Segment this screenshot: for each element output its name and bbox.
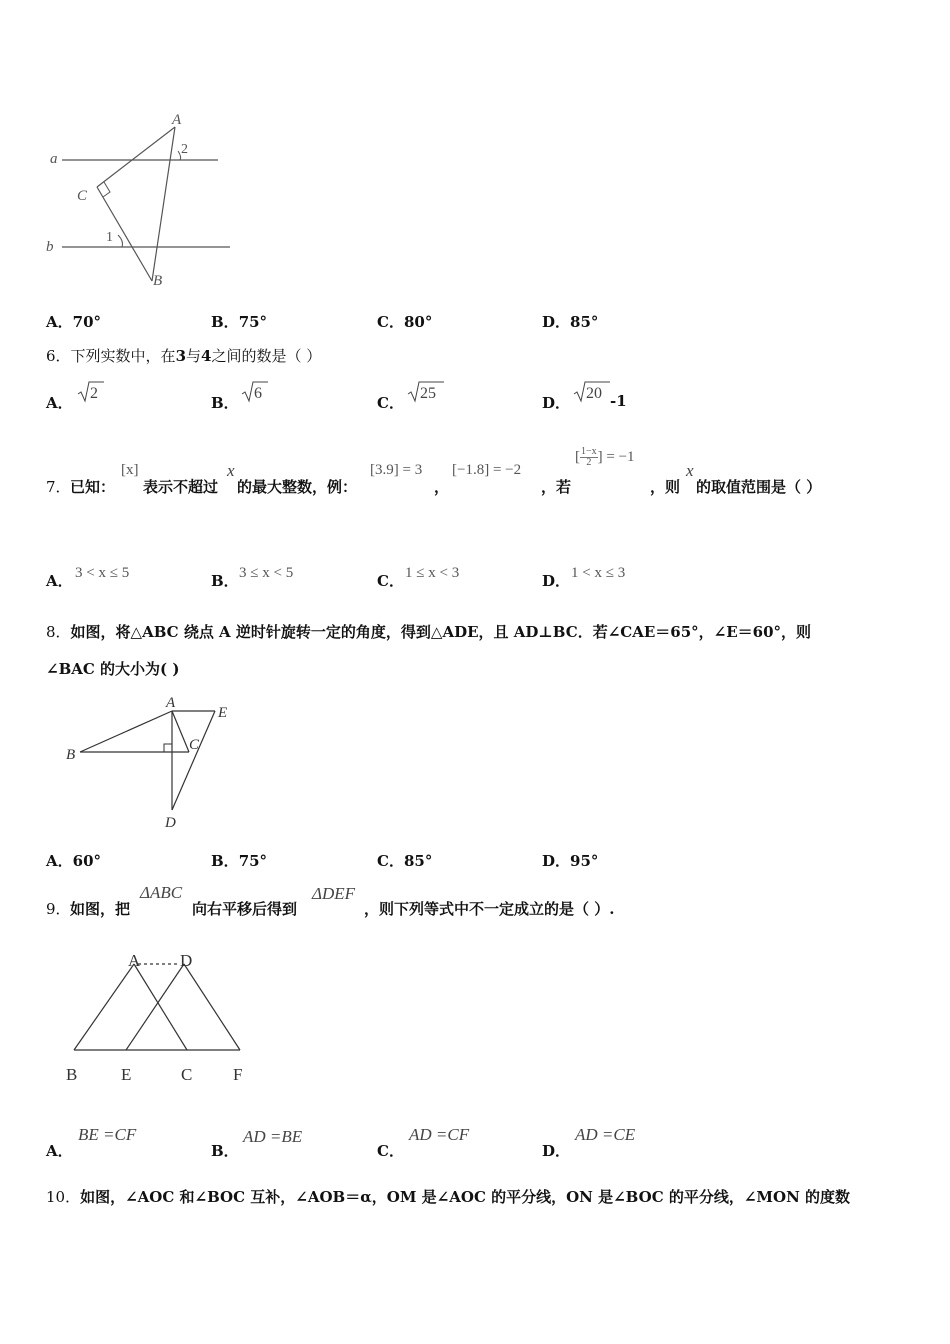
- option-letter: C．: [377, 852, 404, 870]
- math-example-2: [−1.8] = −2: [452, 462, 522, 478]
- math-floor-x: [x]: [121, 462, 139, 478]
- segment-de: [126, 964, 184, 1050]
- math-triangle-abc: ΔABC: [140, 883, 183, 902]
- figure-parallel-lines: [40, 105, 240, 295]
- angle-1-arc: [118, 235, 123, 247]
- figure-rotation: [60, 693, 250, 833]
- label-A: A: [172, 112, 182, 128]
- question-number: 7．: [46, 478, 71, 496]
- option-letter: B．: [211, 1142, 239, 1160]
- option-letter: C．: [377, 1142, 404, 1160]
- option-letter: D．: [542, 572, 571, 590]
- label-A: A: [128, 951, 141, 970]
- option-text: 80°: [403, 313, 433, 331]
- q9-option-a[interactable]: [46, 1140, 73, 1161]
- figure-translation: [60, 945, 260, 1090]
- option-letter: D．: [542, 394, 571, 412]
- label-F: F: [233, 1065, 243, 1084]
- q6-option-a[interactable]: [46, 392, 73, 413]
- stem-text: 的取值范围是（ ）: [696, 478, 822, 496]
- stem-text: 与: [186, 347, 202, 365]
- q8-option-d[interactable]: [542, 850, 598, 871]
- stem-text: 的最大整数，例：: [237, 478, 358, 496]
- stem-text: 下列实数中，在: [70, 347, 176, 365]
- label-B: B: [66, 1065, 78, 1084]
- segment-ac: [97, 127, 175, 187]
- segment-ba: [80, 711, 172, 752]
- q10-stem: [46, 1186, 850, 1207]
- q6-option-d-suffix: -1: [610, 392, 627, 410]
- q8-stem-line2: ∠BAC 的大小为( ): [46, 660, 180, 678]
- option-letter: C．: [377, 394, 404, 412]
- q5-option-d[interactable]: [542, 311, 598, 332]
- q9-option-a-math: BE =CF: [78, 1125, 137, 1144]
- radicand: 2: [90, 385, 98, 402]
- option-text: 75°: [238, 313, 268, 331]
- q8-option-c[interactable]: [377, 850, 432, 871]
- stem-text: 如图，把: [70, 900, 131, 918]
- stem-number: 4: [201, 347, 212, 365]
- q7-option-d-math: 1 < x ≤ 3: [571, 565, 626, 581]
- option-text: 60°: [72, 852, 102, 870]
- radicand: 25: [420, 385, 436, 402]
- q9-option-c[interactable]: [377, 1140, 404, 1161]
- option-letter: C．: [377, 572, 404, 590]
- radicand: 20: [586, 385, 602, 402]
- stem-text: ，: [434, 478, 450, 496]
- label-a: a: [50, 151, 58, 167]
- q5-option-b[interactable]: [211, 311, 267, 332]
- fraction-numerator: 1−x: [581, 446, 597, 457]
- q6-sqrt-a: [76, 380, 106, 404]
- stem-text: 之间的数是（ ）: [211, 347, 322, 365]
- stem-text: 如图，∠AOC 和∠BOC 互补，∠AOB＝α，OM 是∠AOC 的平分线，ON 是∠BOC 的平分线，∠MON 的度数: [80, 1188, 851, 1206]
- question-number: 6．: [46, 347, 71, 365]
- stem-text: 向右平移后得到: [192, 900, 298, 918]
- label-2: 2: [181, 142, 188, 157]
- fraction-denominator: 2: [586, 457, 592, 468]
- label-B: B: [153, 273, 163, 289]
- q7-option-c-math: 1 ≤ x < 3: [405, 565, 460, 581]
- q9-option-b-math: AD =BE: [243, 1127, 303, 1146]
- stem-text: 表示不超过: [143, 478, 219, 496]
- q6-option-c[interactable]: [377, 392, 404, 413]
- option-text: 75°: [238, 852, 268, 870]
- label-B: B: [66, 747, 76, 763]
- option-letter: D．: [542, 313, 571, 331]
- stem-text: 如图，将△ABC 绕点 A 逆时针旋转一定的角度，得到△ADE，且 AD⊥BC．若∠CAE＝65°，∠E＝60°，则: [70, 623, 812, 641]
- q6-sqrt-c: [406, 380, 446, 404]
- q7-option-b-math: 3 ≤ x < 5: [239, 565, 294, 581]
- stem-number: 3: [175, 347, 186, 365]
- q6-option-d[interactable]: [542, 392, 570, 413]
- option-letter: D．: [542, 852, 571, 870]
- q7-option-a[interactable]: [46, 570, 73, 591]
- option-text: 70°: [72, 313, 102, 331]
- q6-sqrt-b: [240, 380, 270, 404]
- q8-stem-line1: [46, 621, 811, 642]
- option-letter: C．: [377, 313, 404, 331]
- math-rest: ] = −1: [597, 449, 635, 465]
- q7-option-a-math: 3 < x ≤ 5: [75, 565, 130, 581]
- label-C: C: [77, 188, 88, 204]
- q8-option-b[interactable]: [211, 850, 267, 871]
- q6-sqrt-d: [572, 380, 612, 404]
- question-number: 9．: [46, 900, 71, 918]
- q6-option-b[interactable]: [211, 392, 239, 413]
- q9-option-b[interactable]: [211, 1140, 239, 1161]
- math-condition: [ $\frac{1-x}{2}$ ] = −1: [575, 446, 635, 468]
- q7-option-c[interactable]: [377, 570, 404, 591]
- option-letter: A．: [46, 313, 73, 331]
- q6-stem: [46, 345, 321, 366]
- q5-option-c[interactable]: [377, 311, 432, 332]
- option-text: 95°: [570, 852, 599, 870]
- option-letter: B．: [211, 852, 239, 870]
- option-letter: D．: [542, 1142, 571, 1160]
- question-number: 10．: [46, 1188, 81, 1206]
- stem-text: 已知：: [70, 478, 116, 496]
- stem-text: ，若: [541, 478, 572, 496]
- option-letter: A．: [46, 1142, 73, 1160]
- option-letter: B．: [211, 394, 239, 412]
- right-angle-mark: [164, 744, 172, 752]
- q9-option-d[interactable]: [542, 1140, 570, 1161]
- label-E: E: [218, 705, 228, 721]
- option-letter: A．: [46, 572, 73, 590]
- q7-option-d[interactable]: [542, 570, 570, 591]
- segment-ab: [74, 964, 134, 1050]
- label-D: D: [180, 951, 193, 970]
- label-1: 1: [106, 230, 113, 245]
- option-text: 85°: [570, 313, 599, 331]
- label-b: b: [46, 239, 54, 255]
- option-text: 85°: [403, 852, 433, 870]
- radicand: 6: [254, 385, 262, 402]
- math-example-1: [3.9] = 3: [370, 462, 423, 478]
- segment-ab: [152, 127, 175, 281]
- segment-ac: [134, 964, 187, 1050]
- option-letter: A．: [46, 852, 73, 870]
- option-letter: B．: [211, 572, 239, 590]
- label-D: D: [165, 815, 176, 831]
- stem-text: ，则下列等式中不一定成立的是（ ）.: [364, 900, 615, 918]
- segment-df: [184, 964, 240, 1050]
- q7-option-b[interactable]: [211, 570, 239, 591]
- question-number: 8．: [46, 623, 71, 641]
- label-A: A: [166, 695, 176, 711]
- segment-ac: [172, 711, 189, 752]
- math-x: x: [227, 461, 235, 480]
- q9-option-d-math: AD =CE: [575, 1125, 636, 1144]
- option-letter: B．: [211, 313, 239, 331]
- q5-option-a[interactable]: [46, 311, 101, 332]
- math-triangle-def: ΔDEF: [312, 884, 356, 903]
- label-C: C: [181, 1065, 193, 1084]
- right-angle-mark: [103, 182, 110, 197]
- stem-text: ，则: [650, 478, 681, 496]
- math-x: x: [686, 461, 694, 480]
- q9-option-c-math: AD =CF: [409, 1125, 470, 1144]
- label-C: C: [189, 737, 200, 753]
- option-letter: A．: [46, 394, 73, 412]
- q8-option-a[interactable]: [46, 850, 101, 871]
- label-E: E: [121, 1065, 132, 1084]
